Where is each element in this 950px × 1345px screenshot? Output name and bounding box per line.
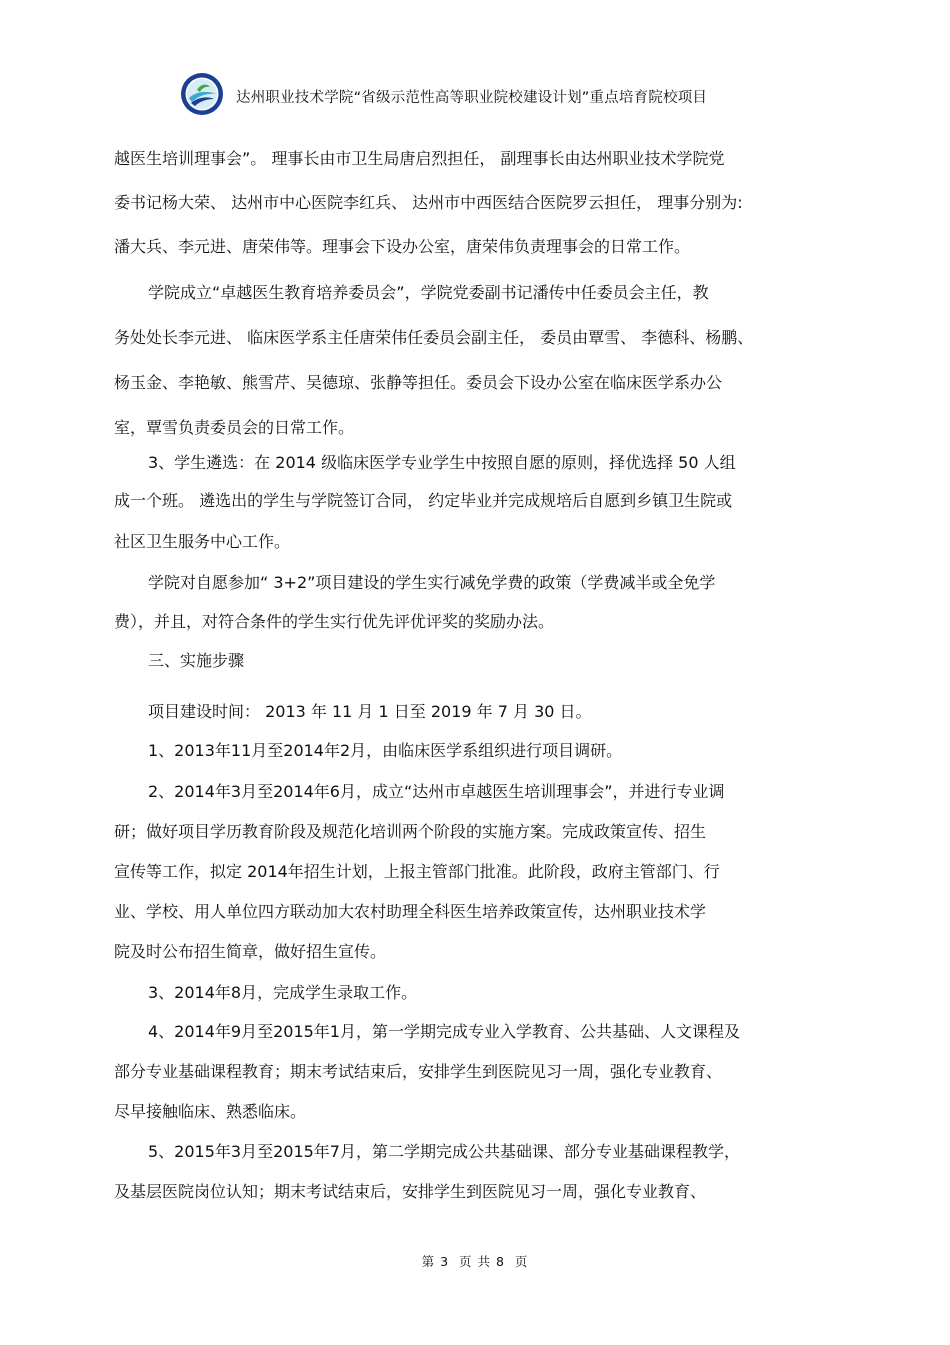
body-line: 室，覃雪负责委员会的日常工作。 xyxy=(114,418,355,437)
body-line: 及基层医院岗位认知；期末考试结束后，安排学生到医院见习一周，强化专业教育、 xyxy=(114,1182,707,1201)
section-heading: 三、实施步骤 xyxy=(148,651,245,670)
body-line: 尽早接触临床、熟悉临床。 xyxy=(114,1102,307,1121)
body-line: 项目建设时间： 2013 年 11 月 1 日至 2019 年 7 月 30 日。 xyxy=(148,702,592,721)
page-footer xyxy=(0,1252,950,1270)
body-line: 3、2014年8月，完成学生录取工作。 xyxy=(148,983,418,1002)
body-line: 5、2015年3月至2015年7月，第二学期完成公共基础课、部分专业基础课程教学， xyxy=(148,1142,740,1161)
body-line: 委书记杨大荣、 达州市中心医院李红兵、 达州市中西医结合医院罗云担任， 理事分别为: xyxy=(114,193,743,212)
body-line: 部分专业基础课程教育；期末考试结束后，安排学生到医院见习一周，强化专业教育、 xyxy=(114,1062,723,1081)
body-line: 2、2014年3月至2014年6月，成立“达州市卓越医生培训理事会”，并进行专业调 xyxy=(148,782,725,801)
header-title: 达州职业技术学院“省级示范性高等职业院校建设计划”重点培育院校项目 xyxy=(236,90,708,106)
body-line: 潘大兵、李元进、唐荣伟等。理事会下设办公室，唐荣伟负责理事会的日常工作。 xyxy=(114,237,691,256)
page-header xyxy=(180,72,800,118)
body-line: 越医生培训理事会”。 理事长由市卫生局唐启烈担任， 副理事长由达州职业技术学院党 xyxy=(114,149,725,168)
body-line: 4、2014年9月至2015年1月，第一学期完成专业入学教育、公共基础、人文课程及 xyxy=(148,1022,740,1041)
college-logo-icon xyxy=(180,72,224,116)
body-line: 学院对自愿参加“ 3+2”项目建设的学生实行减免学费的政策（学费减半或全免学 xyxy=(148,573,716,592)
body-line: 费），并且，对符合条件的学生实行优先评优评奖的奖励办法。 xyxy=(114,612,555,631)
body-line: 3、学生遴选：在 2014 级临床医学专业学生中按照自愿的原则，择优选择 50 人组 xyxy=(148,453,736,472)
body-line: 杨玉金、李艳敏、熊雪芹、吴德琼、张静等担任。委员会下设办公室在临床医学系办公 xyxy=(114,373,723,392)
body-line: 务处处长李元进、 临床医学系主任唐荣伟任委员会副主任， 委员由覃雪、 李德科、杨鹏、 xyxy=(114,328,754,347)
body-line: 宣传等工作，拟定 2014年招生计划，上报主管部门批准。此阶段，政府主管部门、行 xyxy=(114,862,720,881)
body-line: 院及时公布招生简章，做好招生宣传。 xyxy=(114,942,387,961)
body-line: 业、学校、用人单位四方联动加大农村助理全科医生培养政策宣传，达州职业技术学 xyxy=(114,902,707,921)
body-line: 1、2013年11月至2014年2月，由临床医学系组织进行项目调研。 xyxy=(148,741,623,760)
body-line: 成一个班。 遴选出的学生与学院签订合同， 约定毕业并完成规培后自愿到乡镇卫生院或 xyxy=(114,491,733,510)
body-line: 研；做好项目学历教育阶段及规范化培训两个阶段的实施方案。完成政策宣传、招生 xyxy=(114,822,707,841)
body-line: 社区卫生服务中心工作。 xyxy=(114,532,291,551)
body-line: 学院成立“卓越医生教育培养委员会”，学院党委副书记潘传中任委员会主任，教 xyxy=(148,283,709,302)
page-number: 第 3 页 共 8 页 xyxy=(421,1254,529,1269)
